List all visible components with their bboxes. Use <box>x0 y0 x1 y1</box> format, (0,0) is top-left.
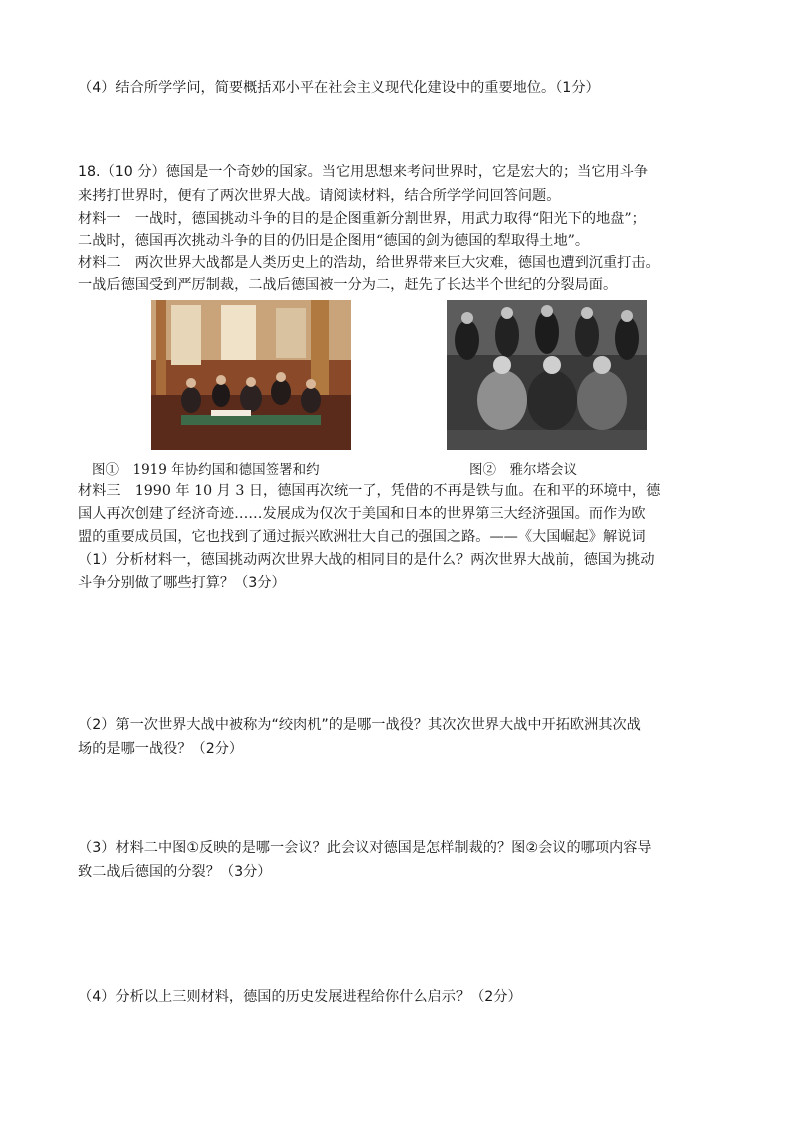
material3-line1: 材料三 1990 年 10 月 3 日，德国再次统一了，凭借的不再是铁与血。在和平的环境中，德 <box>78 483 661 499</box>
figure1-caption: 图① 1919 年协约国和德国签署和约 <box>92 462 320 478</box>
q1-line2: 斗争分别做了哪些打算？（3分） <box>78 575 286 591</box>
figure2-caption: 图② 雅尔塔会议 <box>469 462 577 478</box>
q3-line1: （3）材料二中图①反映的是哪一会议？此会议对德国是怎样制裁的？图②会议的哪项内容导 <box>78 840 652 856</box>
material2-line2: 一战后德国受到严厉制裁，二战后德国被一分为二，赶先了长达半个世纪的分裂局面。 <box>78 277 618 293</box>
material2-line1: 材料二 两次世界大战都是人类历史上的浩劫，给世界带来巨大灾难，德国也遭到沉重打击。 <box>78 255 660 271</box>
q2-line1: （2）第一次世界大战中被称为“绞肉机”的是哪一战役？其次次世界大战中开拓欧洲其次战 <box>78 717 641 733</box>
yalta-conference-photo-icon <box>447 300 647 450</box>
material1-line1: 材料一 一战时，德国挑动斗争的目的是企图重新分割世界，用武力取得“阳光下的地盘”； <box>78 211 646 227</box>
material1-line2: 二战时，德国再次挑动斗争的目的仍旧是企图用“德国的剑为德国的犁取得土地”。 <box>78 233 590 249</box>
prev-question-4: （4）结合所学学问，简要概括邓小平在社会主义现代化建设中的重要地位。（1分） <box>78 80 600 96</box>
q1-line1: （1）分析材料一，德国挑动两次世界大战的相同目的是什么？两次世界大战前，德国为挑动 <box>78 552 655 568</box>
q4-line1: （4）分析以上三则材料，德国的历史发展进程给你什么启示？（2分） <box>78 989 522 1005</box>
q3-line2: 致二战后德国的分裂？（3分） <box>78 864 272 880</box>
material3-line3: 盟的重要成员国，它也找到了通过振兴欧洲壮大自己的强国之路。——《大国崛起》解说词 <box>78 529 646 545</box>
treaty-signing-painting-icon <box>151 300 351 450</box>
q18-intro-line2: 来拷打世界时，便有了两次世界大战。请阅读材料，结合所学学问回答问题。 <box>78 188 561 204</box>
q18-intro-line1: 18.（10 分）德国是一个奇妙的国家。当它用思想来考问世界时，它是宏大的；当它用斗争 <box>78 164 649 180</box>
material3-line2: 国人再次创建了经济奇迹……发展成为仅次于美国和日本的世界第三大经济强国。而作为欧 <box>78 506 646 522</box>
q2-line2: 场的是哪一战役？（2分） <box>78 741 244 757</box>
